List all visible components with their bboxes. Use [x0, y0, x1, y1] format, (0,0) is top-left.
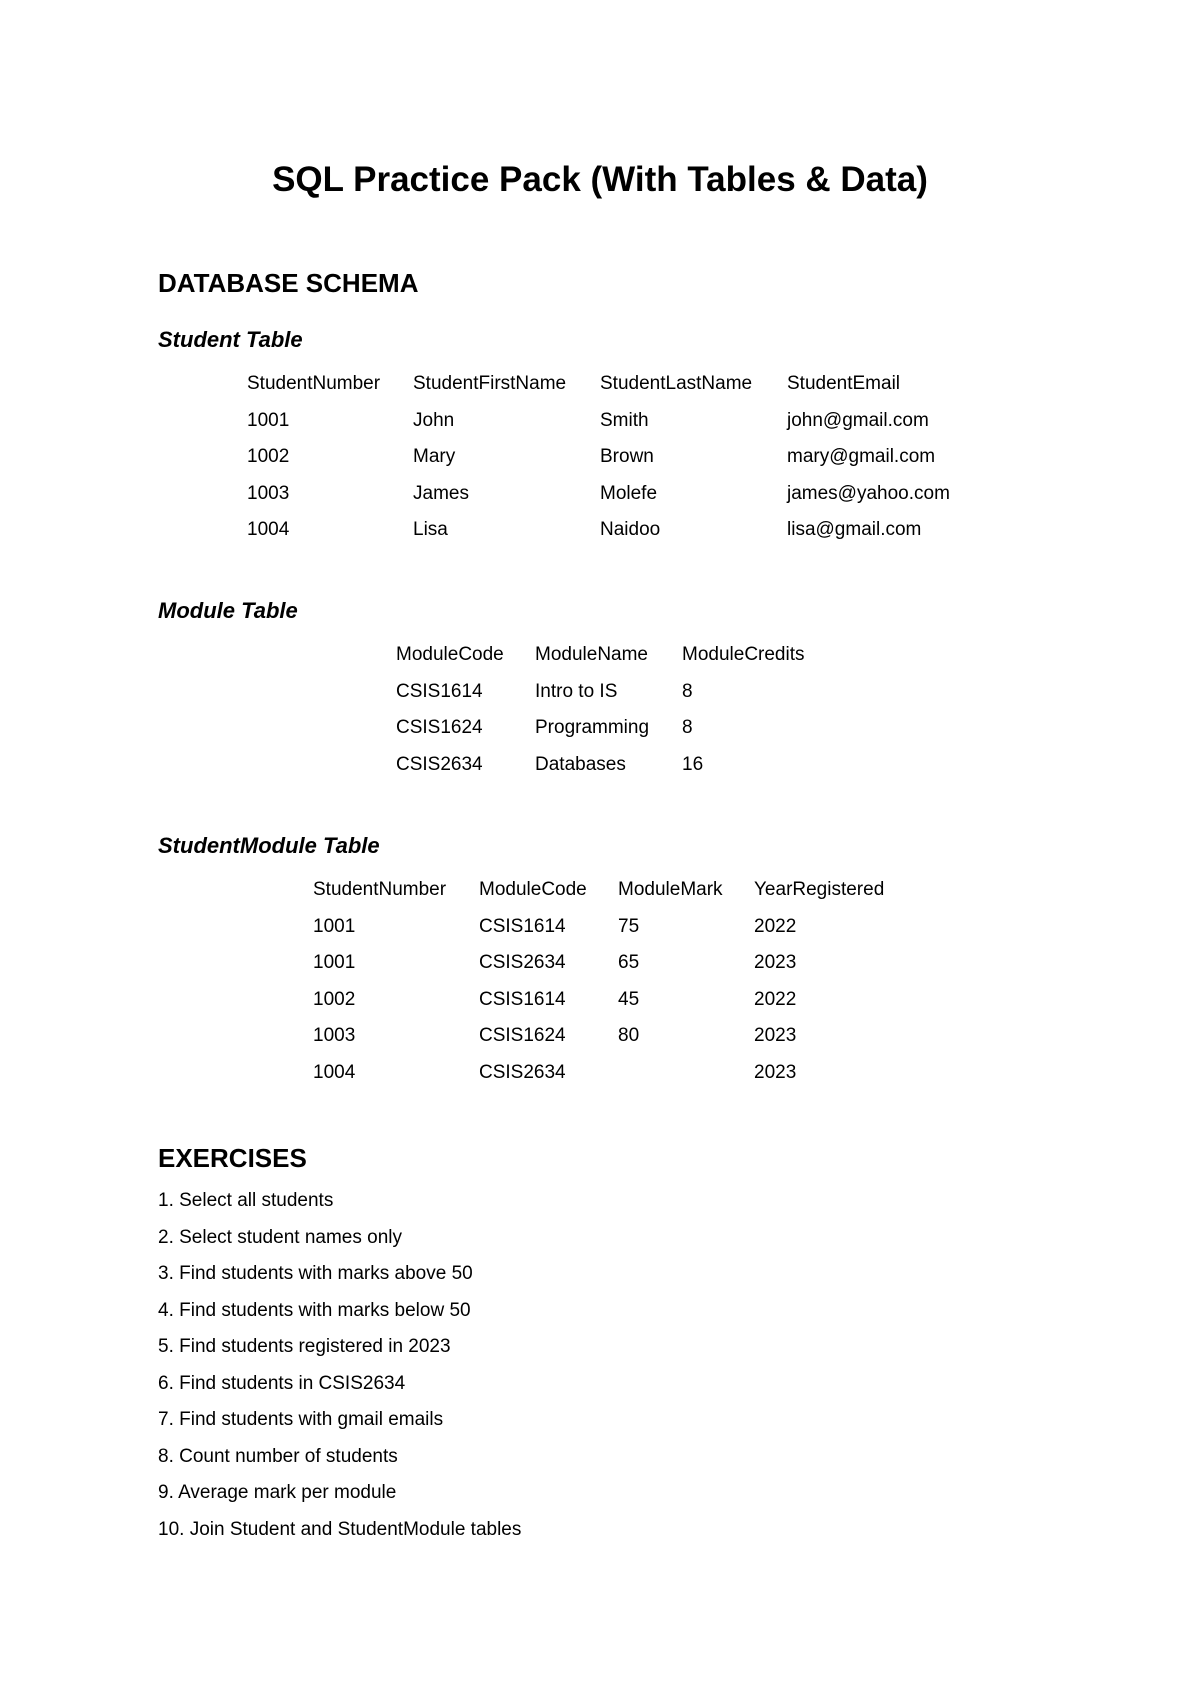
table-cell: 80 — [618, 1025, 640, 1047]
table-row — [313, 909, 884, 946]
table-cell: 2023 — [754, 1025, 797, 1047]
table-cell: 1004 — [313, 1061, 356, 1083]
page-title: SQL Practice Pack (With Tables & Data) — [272, 160, 928, 199]
table-row — [313, 1018, 884, 1055]
table-row — [247, 512, 950, 549]
table-cell: 1004 — [247, 519, 290, 541]
table-row — [396, 710, 805, 747]
exercise-item: 9. Average mark per module — [158, 1482, 397, 1503]
exercise-item: 3. Find students with marks above 50 — [158, 1263, 473, 1284]
exercise-item: 6. Find students in CSIS2634 — [158, 1372, 406, 1394]
exercise-item: 1. Select all students — [158, 1190, 334, 1211]
table-cell: 65 — [618, 952, 640, 974]
table-cell: 2022 — [754, 915, 797, 937]
table-cell: James — [413, 482, 469, 504]
table-row — [396, 674, 805, 711]
studentmodule-table-title: StudentModule Table — [158, 833, 380, 858]
table-cell: 2022 — [754, 988, 797, 1010]
table-cell: Lisa — [413, 519, 448, 541]
table-row — [396, 747, 805, 784]
column-header: ModuleCode — [479, 879, 587, 901]
column-header: ModuleName — [535, 644, 648, 666]
table-cell: lisa@gmail.com — [787, 519, 922, 541]
table-cell: CSIS1624 — [396, 717, 483, 739]
table-cell: CSIS2634 — [396, 753, 483, 775]
table-cell: Brown — [600, 446, 654, 468]
table-cell: 1001 — [313, 915, 356, 937]
table-row — [313, 1055, 884, 1092]
table-cell: 2023 — [754, 1061, 797, 1083]
table-cell: 1002 — [313, 988, 356, 1010]
table-cell: Molefe — [600, 482, 658, 504]
column-header: ModuleMark — [618, 879, 723, 901]
module-table-title: Module Table — [158, 598, 298, 623]
exercise-item: 10. Join Student and StudentModule tables — [158, 1518, 522, 1540]
table-cell: CSIS1614 — [396, 680, 483, 702]
column-header: StudentNumber — [247, 373, 381, 395]
exercise-list — [158, 1183, 521, 1548]
column-header: ModuleCredits — [682, 644, 805, 666]
table-cell: 45 — [618, 988, 640, 1010]
exercise-item: 4. Find students with marks below 50 — [158, 1299, 471, 1321]
table-cell: 1002 — [247, 446, 290, 468]
table-cell: james@yahoo.com — [787, 482, 950, 504]
column-header: StudentNumber — [313, 879, 447, 901]
student-table — [247, 366, 950, 549]
table-cell: 8 — [682, 717, 693, 739]
table-row — [247, 439, 950, 476]
table-cell: CSIS1624 — [479, 1025, 566, 1047]
table-cell: john@gmail.com — [787, 409, 929, 431]
studentmodule-table — [313, 872, 884, 1091]
table-row — [247, 476, 950, 513]
table-cell: CSIS1614 — [479, 988, 566, 1010]
table-cell — [618, 1055, 754, 1092]
student-table-title: Student Table — [158, 327, 303, 352]
exercise-item: 2. Select student names only — [158, 1226, 402, 1248]
table-header-row — [247, 366, 950, 403]
column-header: StudentFirstName — [413, 373, 567, 395]
exercise-item: 5. Find students registered in 2023 — [158, 1336, 451, 1357]
exercises-heading: EXERCISES — [158, 1143, 307, 1173]
table-header-row — [396, 637, 805, 674]
database-schema-heading: DATABASE SCHEMA — [158, 268, 419, 298]
table-cell: 1003 — [247, 482, 290, 504]
table-row — [247, 403, 950, 440]
table-cell: CSIS1614 — [479, 915, 566, 937]
table-cell: 1001 — [247, 409, 290, 431]
table-cell: Programming — [535, 717, 650, 739]
column-header: ModuleCode — [396, 644, 504, 666]
table-row — [313, 945, 884, 982]
table-cell: mary@gmail.com — [787, 446, 936, 468]
column-header: StudentLastName — [600, 373, 753, 395]
table-cell: 8 — [682, 680, 693, 702]
table-cell: 16 — [682, 753, 704, 775]
exercise-item: 7. Find students with gmail emails — [158, 1409, 444, 1430]
table-cell: 2023 — [754, 952, 797, 974]
table-cell: Naidoo — [600, 519, 661, 541]
table-cell: 1001 — [313, 952, 356, 974]
table-cell: Smith — [600, 409, 649, 431]
table-cell: 75 — [618, 915, 640, 937]
table-cell: Intro to IS — [535, 680, 618, 702]
column-header: StudentEmail — [787, 373, 901, 395]
table-cell: 1003 — [313, 1025, 356, 1047]
table-cell: CSIS2634 — [479, 952, 566, 974]
exercise-item: 8. Count number of students — [158, 1445, 398, 1467]
table-cell: John — [413, 409, 455, 431]
column-header: YearRegistered — [754, 879, 885, 901]
table-header-row — [313, 872, 884, 909]
table-cell: Mary — [413, 446, 456, 468]
table-cell: CSIS2634 — [479, 1061, 566, 1083]
table-row — [313, 982, 884, 1019]
module-table — [396, 637, 805, 783]
table-cell: Databases — [535, 753, 626, 775]
